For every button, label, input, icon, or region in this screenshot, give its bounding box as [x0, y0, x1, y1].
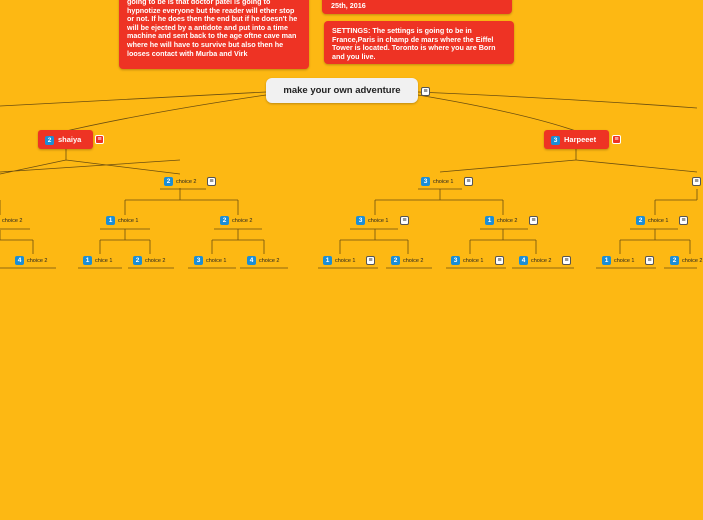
subtopic-badge: 4	[519, 256, 528, 265]
subtopic-label: choice 1	[368, 218, 389, 224]
subtopic-label: choice 1	[463, 258, 484, 264]
central-topic[interactable]	[266, 78, 418, 103]
subtopic-badge: 3	[451, 256, 460, 265]
subtopic[interactable]	[323, 255, 356, 267]
hamburger-menu-icon[interactable]: ≡	[679, 216, 688, 225]
subtopic[interactable]	[636, 215, 669, 227]
central-topic-label: make your own adventure	[283, 85, 401, 96]
subtopic-label: choice 1	[335, 258, 356, 264]
hamburger-menu-icon[interactable]: ≡	[645, 256, 654, 265]
subtopic[interactable]	[519, 255, 552, 267]
subtopic-label: choice 2	[176, 179, 197, 185]
subtopic[interactable]	[247, 255, 280, 267]
hamburger-menu-icon[interactable]: ≡	[95, 135, 104, 144]
subtopic[interactable]	[2, 215, 23, 227]
subtopic-badge: 1	[485, 216, 494, 225]
subtopic-badge: 1	[323, 256, 332, 265]
subtopic-badge: 2	[164, 177, 173, 186]
hamburger-menu-icon[interactable]: ≡	[529, 216, 538, 225]
subtopic[interactable]	[194, 255, 227, 267]
subtopic-label: choice 2	[145, 258, 166, 264]
subtopic[interactable]	[133, 255, 166, 267]
subtopic-badge: 2	[636, 216, 645, 225]
subtopic-label: choice 2	[403, 258, 424, 264]
date-note-text: 25th, 2016	[331, 1, 366, 10]
subtopic-badge: 1	[602, 256, 611, 265]
hamburger-menu-icon[interactable]: ≡	[400, 216, 409, 225]
subtopic-label: choice 1	[206, 258, 227, 264]
hamburger-menu-icon[interactable]: ≡	[207, 177, 216, 186]
subtopic-label: choice 1	[433, 179, 454, 185]
subtopic-label: choice 2	[27, 258, 48, 264]
subtopic-label: chice 1	[95, 258, 113, 264]
subtopic-badge: 1	[106, 216, 115, 225]
subtopic[interactable]	[602, 255, 635, 267]
subtopic-badge: 3	[194, 256, 203, 265]
subtopic[interactable]	[83, 255, 112, 267]
hamburger-menu-icon[interactable]: ≡	[562, 256, 571, 265]
plot-note[interactable]	[119, 0, 309, 69]
settings-note[interactable]	[324, 21, 514, 64]
subtopic[interactable]	[356, 215, 389, 227]
subtopic-label: choice 2	[497, 218, 518, 224]
subtopic-badge: 2	[391, 256, 400, 265]
subtopic[interactable]	[391, 255, 424, 267]
subtopic-label: choice 2	[259, 258, 280, 264]
hamburger-menu-icon[interactable]: ≡	[464, 177, 473, 186]
subtopic-badge: 3	[421, 177, 430, 186]
subtopic[interactable]	[670, 255, 703, 267]
hamburger-menu-icon[interactable]: ≡	[495, 256, 504, 265]
subtopic-badge: 2	[670, 256, 679, 265]
subtopic-label: choice 1	[648, 218, 669, 224]
subtopic[interactable]	[421, 176, 454, 188]
hamburger-menu-icon[interactable]: ≡	[366, 256, 375, 265]
hamburger-menu-icon[interactable]: ≡	[421, 87, 430, 96]
subtopic-badge: 3	[356, 216, 365, 225]
subtopic[interactable]	[15, 255, 48, 267]
hamburger-menu-icon[interactable]: ≡	[612, 135, 621, 144]
subtopic[interactable]	[164, 176, 197, 188]
subtopic-label: choice 2	[531, 258, 552, 264]
date-note[interactable]	[322, 0, 512, 14]
main-topic-harpeeet[interactable]	[544, 130, 609, 149]
main-topic-label: Harpeeet	[564, 135, 597, 144]
topic-badge: 2	[45, 136, 54, 145]
main-topic-shaiya[interactable]	[38, 130, 93, 149]
subtopic-badge: 2	[220, 216, 229, 225]
subtopic-badge: 4	[15, 256, 24, 265]
subtopic-badge: 1	[83, 256, 92, 265]
subtopic[interactable]	[220, 215, 253, 227]
main-topic-label: shaiya	[58, 135, 82, 144]
subtopic-badge: 2	[133, 256, 142, 265]
subtopic-badge: 4	[247, 256, 256, 265]
plot-note-text: going to be is that doctor patel is going to hypnotize everyone but the reader will ether stop or not. If he does then the end but if he doesn't he will be ejected by a antidote and put into a time machine and sent back to the age oftne cave man where he will have to survive but also then he looses contact with Murba and Virk	[127, 0, 298, 58]
subtopic-label: choice 2	[2, 218, 23, 224]
topic-badge: 3	[551, 136, 560, 145]
subtopic-label: choice 2	[232, 218, 253, 224]
subtopic[interactable]	[485, 215, 518, 227]
subtopic[interactable]	[106, 215, 139, 227]
subtopic-label: choice 1	[614, 258, 635, 264]
settings-note-text: SETTINGS: The settings is going to be in France,Paris in champ de mars where the Eiffel Tower is located. Toronto is where you are Born and you live.	[332, 26, 496, 61]
subtopic-label: choice 2	[682, 258, 703, 264]
subtopic[interactable]	[451, 255, 484, 267]
subtopic-label: choice 1	[118, 218, 139, 224]
hamburger-menu-icon[interactable]: ≡	[692, 177, 701, 186]
